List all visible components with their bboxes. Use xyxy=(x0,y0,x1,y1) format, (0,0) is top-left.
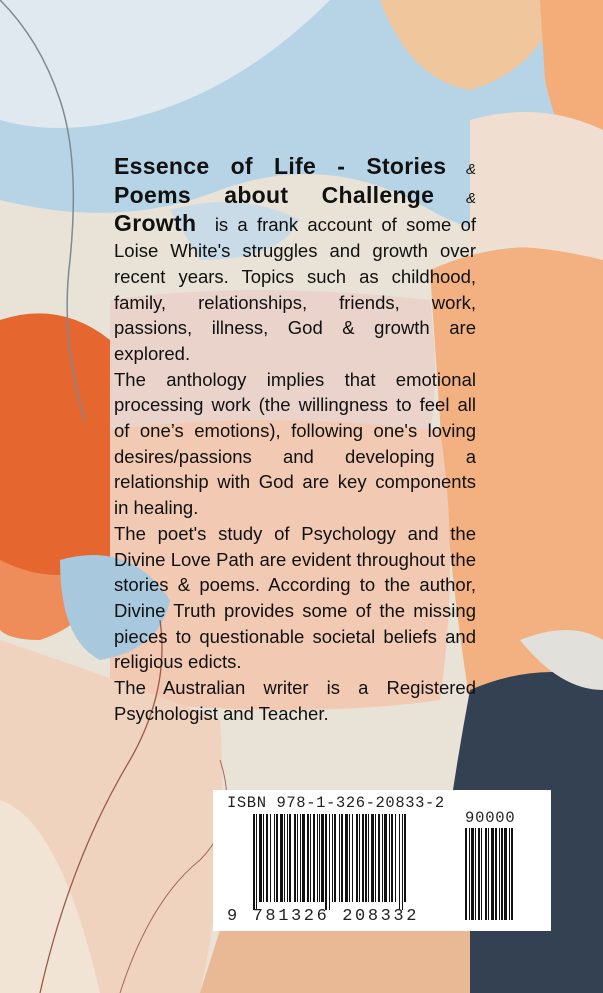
isbn-barcode xyxy=(213,790,551,931)
price-code: 90000 xyxy=(465,809,516,827)
ampersand: & xyxy=(466,161,477,178)
paragraph-4: The Australian writer is a Registered Psychologist and Teacher. xyxy=(114,677,476,724)
price-barcode-bars xyxy=(465,828,537,920)
isbn-label: ISBN 978-1-326-20833-2 xyxy=(227,794,445,812)
barcode-digits: 9 781326 208332 xyxy=(227,907,420,926)
book-title-line-1: Essence of Life - Stories xyxy=(114,153,447,179)
paragraph-1 xyxy=(114,154,476,367)
blurb xyxy=(114,154,476,726)
paragraph-2: The anthology implies that emotional processing work (the willingness to feel all of one’s emotions), following one's loving desires/passions and developing a relationship with God are key components in healing. xyxy=(114,368,476,519)
book-title-line-3: Growth xyxy=(114,210,197,237)
ampersand: & xyxy=(465,189,476,207)
paragraph-3: The poet's study of Psychology and the Divine Love Path are evident throughout the stories & poems. According to the author, Divine Truth provides some of the missing pieces to questionable societal beliefs and religious edicts. xyxy=(114,522,476,673)
barcode-bars xyxy=(253,814,453,910)
paragraph-1-text: is a frank account of some of Loise White's struggles and growth over recent years. Topics such as childhood, family, relationships, friends, work, passions, illness, God & growth are explored. xyxy=(114,214,476,364)
book-title-line-2: Poems about Challenge xyxy=(114,181,435,208)
